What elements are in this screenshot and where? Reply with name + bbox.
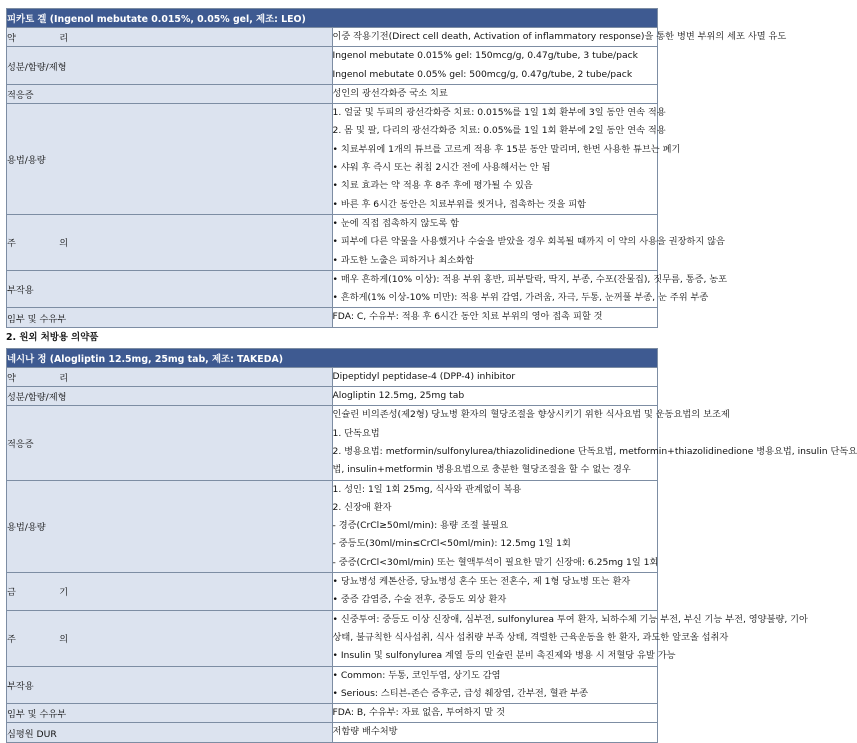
row-label: 주 의 <box>7 610 333 666</box>
row-value-line: • 바른 후 6시간 동안은 치료부위를 씻거나, 접촉하는 것을 피함 <box>332 198 586 210</box>
row-label: 주 의 <box>7 214 333 270</box>
row-value-line: Ingenol mebutate 0.015% gel: 150mcg/g, 0.47g/tube, 3 tube/pack <box>332 50 638 62</box>
row-label: 심평원 DUR <box>7 723 333 742</box>
row-value <box>332 367 658 386</box>
row-value-line: 2. 몸 및 팔, 다리의 광선각화증 치료: 0.05%를 1일 1회 환부에 2일 동안 연속 적용 <box>332 125 666 137</box>
drug-table-nesina <box>6 348 857 743</box>
row-value-line: • 눈에 직접 접촉하지 않도록 함 <box>332 217 460 229</box>
row-value <box>332 214 725 270</box>
table-row <box>7 367 658 386</box>
table-row <box>7 47 658 85</box>
row-label: 성분/함량/제형 <box>7 47 333 85</box>
row-label: 임부 및 수유부 <box>7 704 333 723</box>
row-value <box>332 723 658 742</box>
row-value <box>332 28 787 47</box>
row-value-line: • Serious: 스티븐-존슨 증후군, 급성 췌장염, 간부전, 혈관 부종 <box>332 687 589 699</box>
row-value <box>332 387 658 406</box>
row-value-line: • 신중투여: 중등도 이상 신장애, 심부전, sulfonylurea 투여 환자, 뇌하수체 기능 부전, 부신 기능 부전, 영양불량, 기아 <box>332 613 808 625</box>
table-title-row <box>7 9 658 28</box>
row-value-line: 이중 작용기전(Direct cell death, Activation of inflammatory response)을 통한 병변 부위의 세포 사멸 유도 <box>332 31 787 42</box>
row-value-line: 2. 병용요법: metformin/sulfonylurea/thiazolidinedione 단독요법, metformin+thiazolidinedione 병용요법, insulin 단독요 <box>332 445 857 457</box>
table-row <box>7 28 658 47</box>
row-label: 적응증 <box>7 84 333 103</box>
row-value <box>332 480 658 572</box>
table-row <box>7 666 658 704</box>
table-row <box>7 84 658 103</box>
row-value-line: • 중증 감염증, 수술 전후, 중등도 외상 환자 <box>332 594 507 606</box>
row-label: 약 리 <box>7 367 333 386</box>
row-label: 용법/용량 <box>7 104 333 215</box>
section-title: 2. 원외 처방용 의약품 <box>6 331 99 343</box>
table-row <box>7 704 658 723</box>
table-title: 피카토 겔 (Ingenol mebutate 0.015%, 0.05% gel, 제조: LEO) <box>7 9 658 28</box>
row-label: 약 리 <box>7 28 333 47</box>
row-value-line: - 중등도(30ml/min≤CrCl<50ml/min): 12.5mg 1일 1회 <box>332 538 571 550</box>
row-label: 임부 및 수유부 <box>7 308 333 327</box>
row-value-line: - 중증(CrCl<30ml/min) 또는 혈액투석이 필요한 말기 신장애: 6.25mg 1일 1회 <box>332 556 659 568</box>
row-label: 금 기 <box>7 573 333 611</box>
row-value-line: • 치료부위에 1개의 튜브를 고르게 적용 후 15분 동안 말리며, 한번 사용한 튜브는 폐기 <box>332 143 681 155</box>
row-value <box>332 573 658 611</box>
row-value-line: Ingenol mebutate 0.05% gel: 500mcg/g, 0.47g/tube, 2 tube/pack <box>332 68 633 80</box>
row-value-line: 상태, 불규칙한 식사섭취, 식사 섭취량 부족 상태, 격렬한 근육운동을 한 환자, 과도한 알코올 섭취자 <box>332 631 729 643</box>
row-value-line: 1. 성인: 1일 1회 25mg, 식사와 관계없이 복용 <box>332 483 522 495</box>
row-value <box>332 704 658 723</box>
row-value-line: FDA: C, 수유부: 적용 후 6시간 동안 치료 부위의 영아 접촉 피할 것 <box>332 311 603 323</box>
table-row <box>7 480 658 572</box>
table-row <box>7 270 658 308</box>
row-value <box>332 308 658 327</box>
row-value-line: 인슐린 비의존성(제2형) 당뇨병 환자의 혈당조절을 향상시키기 위한 식사요법 및 운동요법의 보조제 <box>332 409 730 421</box>
row-value-line: 1. 단독요법 <box>332 427 380 439</box>
row-value-line: • Insulin 및 sulfonylurea 계열 등의 인슐린 분비 촉진제와 병용 시 저혈당 유발 가능 <box>332 650 676 662</box>
row-value-line: • 피부에 다른 약물을 사용했거나 수술을 받았을 경우 회복될 때까지 이 약의 사용을 권장하지 않음 <box>332 236 725 248</box>
row-value <box>332 47 658 85</box>
row-value-line: • 흔하게(1% 이상-10% 미만): 적용 부위 감염, 가려움, 자극, 두통, 눈꺼풀 부종, 눈 주위 부종 <box>332 292 709 304</box>
row-value-line: 저함량 배수처방 <box>332 726 398 738</box>
row-value-line: 성인의 광선각화증 국소 치료 <box>332 87 448 99</box>
row-value-line: FDA: B, 수유부: 자료 없음, 투여하지 말 것 <box>332 707 505 719</box>
row-value <box>332 406 857 480</box>
table-row <box>7 308 658 327</box>
row-label: 부작용 <box>7 666 333 704</box>
row-value-line: Alogliptin 12.5mg, 25mg tab <box>332 390 465 402</box>
row-value-line: - 경증(CrCl≥50ml/min): 용량 조절 불필요 <box>332 520 509 532</box>
row-value <box>332 666 658 704</box>
row-value-line: • 치료 효과는 약 적용 후 8주 후에 평가될 수 있음 <box>332 180 533 192</box>
table-row <box>7 104 658 215</box>
row-value-line: 1. 얼굴 및 두피의 광선각화증 치료: 0.015%를 1일 1회 환부에 3일 동안 연속 적용 <box>332 107 666 119</box>
table-row <box>7 723 658 742</box>
table-row <box>7 387 658 406</box>
row-label: 부작용 <box>7 270 333 308</box>
table-row <box>7 573 658 611</box>
row-label: 용법/용량 <box>7 480 333 572</box>
row-value-line: • 과도한 노출은 피하거나 최소화함 <box>332 254 474 266</box>
row-label: 성분/함량/제형 <box>7 387 333 406</box>
row-value-line: • 당뇨병성 케톤산증, 당뇨병성 혼수 또는 전혼수, 제 1형 당뇨병 또는 환자 <box>332 576 631 588</box>
table-row <box>7 214 658 270</box>
table-row <box>7 610 658 666</box>
table-title-row <box>7 348 658 367</box>
row-value-line: Dipeptidyl peptidase-4 (DPP-4) inhibitor <box>332 370 516 382</box>
row-value <box>332 104 681 215</box>
drug-table-picato <box>6 8 787 328</box>
row-value-line: 2. 신장애 환자 <box>332 501 392 513</box>
row-value-line: 법, insulin+metformin 병용요법으로 충분한 혈당조절을 할 수 없는 경우 <box>332 464 631 476</box>
table-title: 네시나 정 (Alogliptin 12.5mg, 25mg tab, 제조: TAKEDA) <box>7 348 658 367</box>
row-value <box>332 610 808 666</box>
row-value-line: • 샤워 후 즉시 또는 취침 2시간 전에 사용해서는 안 됨 <box>332 162 551 174</box>
row-label: 적응증 <box>7 406 333 480</box>
row-value-line: • Common: 두통, 코인두염, 상기도 감염 <box>332 669 501 681</box>
row-value-line: • 매우 흔하게(10% 이상): 적용 부위 홍반, 피부탈락, 딱지, 부종, 수포(잔물집), 짓무름, 통증, 농포 <box>332 273 728 285</box>
row-value <box>332 84 658 103</box>
row-value <box>332 270 728 308</box>
table-row <box>7 406 658 480</box>
